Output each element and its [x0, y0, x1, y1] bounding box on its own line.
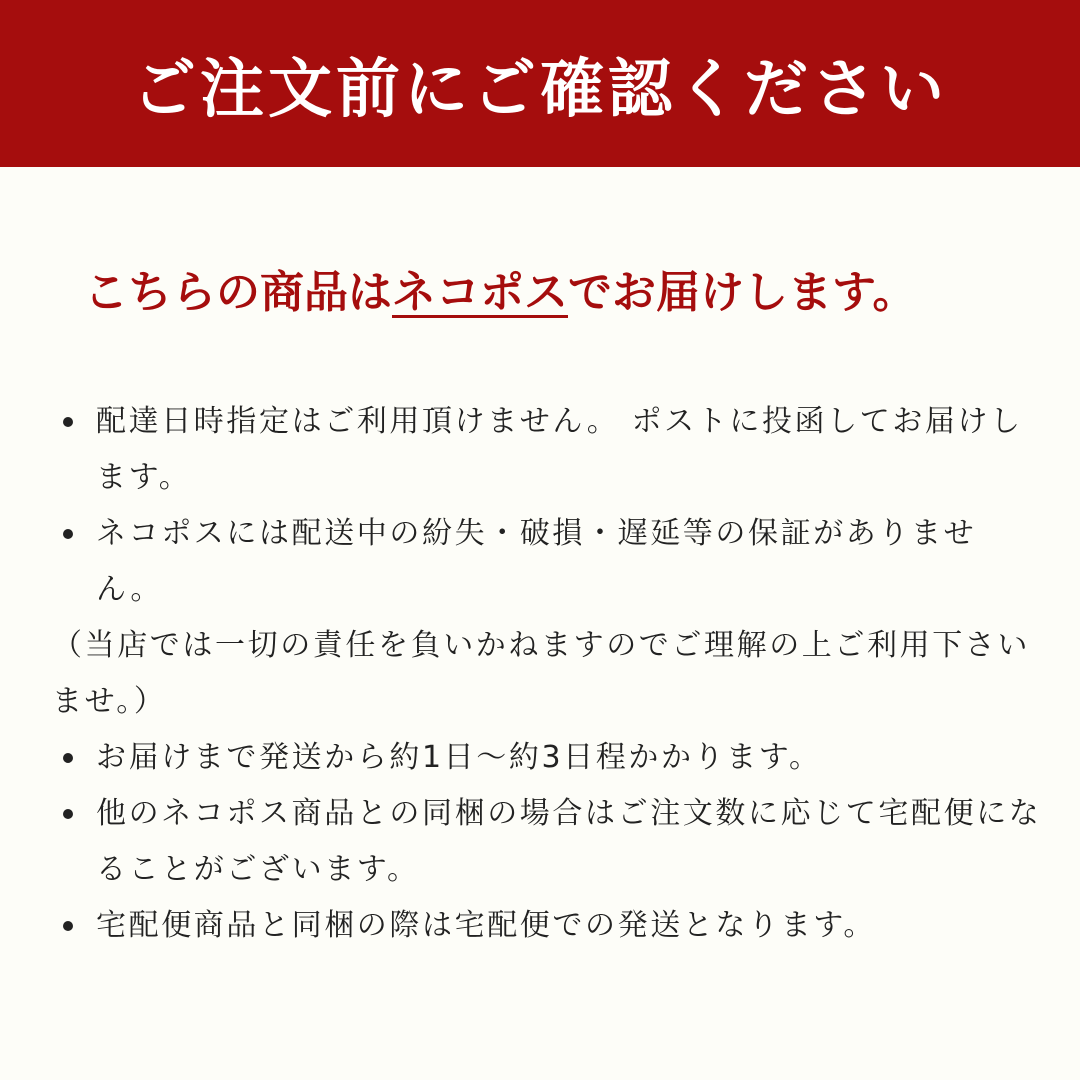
- bullet-dot-icon: [63, 417, 73, 427]
- note-item: [52, 786, 1042, 898]
- note-item: [52, 730, 1042, 786]
- bullet-dot-icon: [63, 529, 73, 539]
- note-text: 他のネコポス商品との同梱の場合はご注文数に応じて宅配便になることがございます。: [96, 796, 1042, 887]
- headline-emphasis: ネコポス: [392, 267, 568, 318]
- banner-title: ご注文前にご確認ください: [132, 52, 948, 127]
- note-text: ネコポスには配送中の紛失・破損・遅延等の保証がありません。: [96, 516, 977, 607]
- notice-banner: [0, 0, 1080, 167]
- bullet-dot-icon: [63, 921, 73, 931]
- headline-prefix: こちらの商品は: [84, 267, 392, 318]
- note-aside: （当店では一切の責任を負いかねますのでご理解の上ご利用下さいませ。）: [52, 628, 1030, 719]
- delivery-headline: [84, 258, 1044, 328]
- notes-list: [52, 394, 1042, 954]
- note-text: 配達日時指定はご利用頂けません。 ポストに投函してお届けします。: [96, 404, 1023, 495]
- note-item: [52, 506, 1042, 618]
- note-item: [52, 898, 1042, 954]
- note-item: [52, 394, 1042, 506]
- bullet-dot-icon: [63, 753, 73, 763]
- note-text: お届けまで発送から約1日〜約3日程かかります。: [96, 740, 822, 775]
- note-text: 宅配便商品と同梱の際は宅配便での発送となります。: [96, 908, 876, 943]
- headline-suffix: でお届けします。: [568, 267, 917, 318]
- bullet-dot-icon: [63, 809, 73, 819]
